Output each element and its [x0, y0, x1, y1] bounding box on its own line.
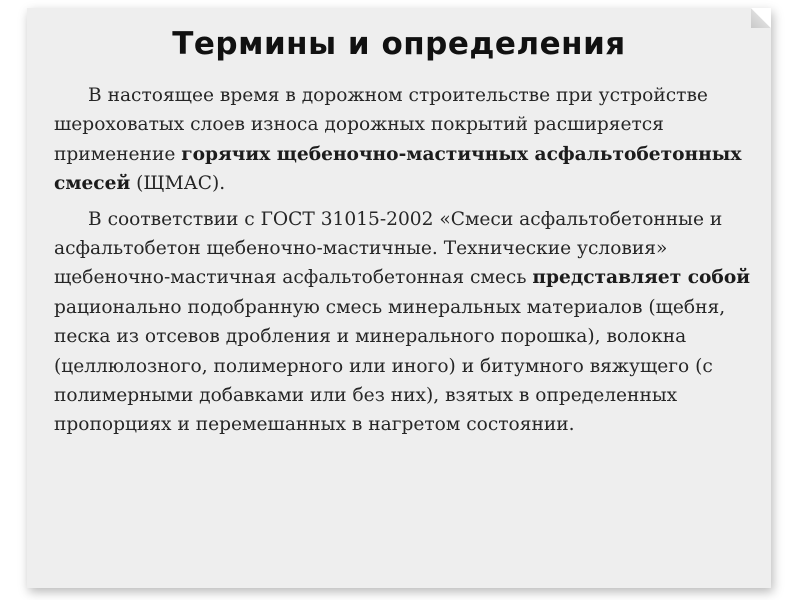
paragraph-definition-text: В соответствии с ГОСТ 31015-2002 «Смеси асфальтобетонные и асфальтобетон щебеночно-мастичные. Технические условия» щебеночно-мастичная асфальтобетонная смесь [54, 208, 723, 289]
paragraph-intro-text: В настоящее время в дорожном строительстве при устройстве шероховатых слоев износа дорожных покрытий расширяется применение [54, 85, 708, 165]
paragraph-intro [54, 81, 774, 199]
paragraph-definition-bold: представляет собой [532, 267, 751, 289]
page-corner-fold [751, 8, 771, 28]
paragraph-intro-end: (ЩМАС). [130, 173, 226, 195]
paragraph-definition-end: рационально подобранную смесь минеральных материалов (щебня, песка из отсевов дробления и минерального порошка), волокна (целлюлозного, полимерного или иного) и битумного вяжущего (с полимерными добавками или без них), взятых в определенных пропорциях и перемешанных в нагретом состоянии. [54, 296, 726, 436]
slide-title: Термины и определения [172, 26, 626, 62]
slide [27, 8, 771, 588]
slide-body [54, 81, 774, 446]
paragraph-intro-bold: горячих щебеночно-мастичных асфальтобетонных смесей [54, 143, 742, 195]
paragraph-definition [54, 205, 774, 440]
